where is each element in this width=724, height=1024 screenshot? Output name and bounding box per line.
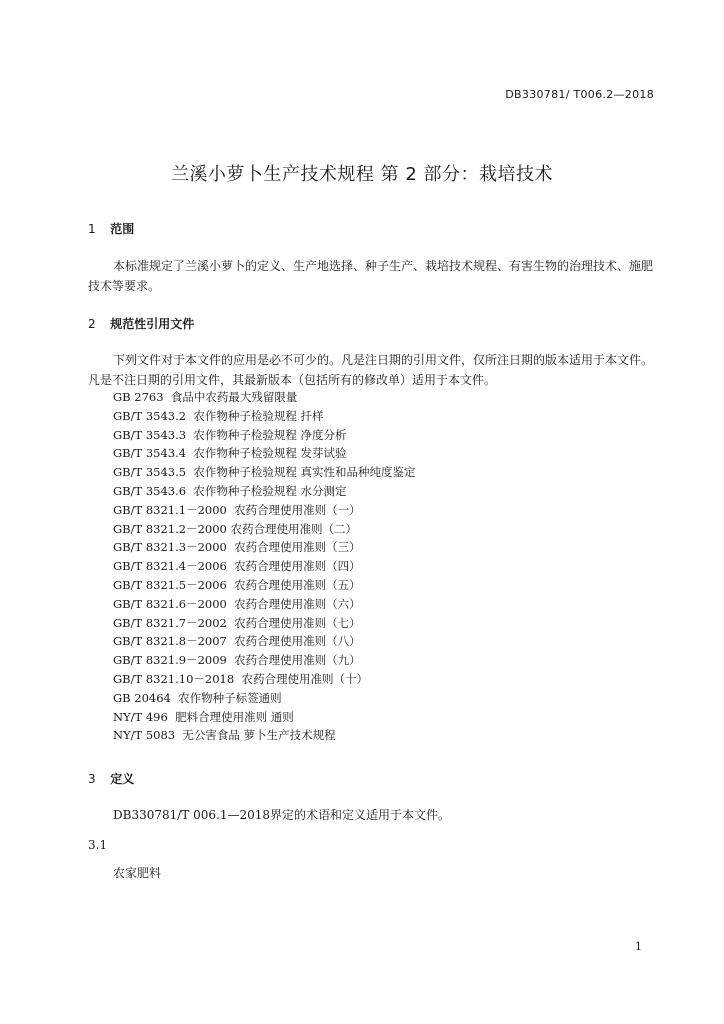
reference-item: GB/T 8321.10－2018 农药合理使用准则（十） bbox=[113, 671, 368, 686]
section-title: 规范性引用文件 bbox=[110, 317, 195, 331]
reference-item: GB/T 8321.2－2000 农药合理使用准则（二） bbox=[113, 521, 357, 536]
section-title: 定义 bbox=[110, 772, 135, 786]
document-code: DB330781/ T006.2—2018 bbox=[505, 88, 654, 101]
section-heading-references bbox=[88, 315, 194, 332]
reference-item: GB/T 8321.3－2000 农药合理使用准则（三） bbox=[113, 540, 361, 555]
section-number: 1 bbox=[88, 222, 96, 236]
reference-item: GB/T 8321.6－2000 农药合理使用准则（六） bbox=[113, 596, 361, 611]
section-heading-definitions bbox=[88, 770, 134, 787]
reference-item: GB/T 8321.5－2006 农药合理使用准则（五） bbox=[113, 577, 361, 592]
section-heading-scope bbox=[88, 220, 134, 237]
reference-item: NY/T 5083 无公害食品 萝卜生产技术规程 bbox=[113, 728, 336, 743]
reference-item: GB 2763 食品中农药最大残留限量 bbox=[113, 390, 298, 404]
reference-item: GB/T 8321.9－2009 农药合理使用准则（九） bbox=[113, 653, 361, 668]
reference-item: GB 20464 农作物种子标签通则 bbox=[113, 690, 282, 705]
reference-item: GB/T 8321.8－2007 农药合理使用准则（八） bbox=[113, 634, 361, 649]
page-number: 1 bbox=[635, 940, 642, 953]
references-intro: 下列文件对于本文件的应用是必不可少的。凡是注日期的引用文件，仅所注日期的版本适用于本文件。凡是不注日期的引用文件，其最新版本（包括所有的修改单）适用于本文件。 bbox=[88, 353, 654, 387]
reference-item: GB/T 8321.7－2002 农药合理使用准则（七） bbox=[113, 615, 361, 630]
reference-item: GB/T 8321.1－2000 农药合理使用准则（一） bbox=[113, 502, 361, 517]
reference-item: GB/T 3543.5 农作物种子检验规程 真实性和品种纯度鉴定 bbox=[113, 465, 416, 480]
subsection-number: 3.1 bbox=[88, 838, 108, 852]
subsection-term: 农家肥料 bbox=[113, 866, 162, 880]
section-title: 范围 bbox=[110, 222, 135, 236]
scope-paragraph: 本标准规定了兰溪小萝卜的定义、生产地选择、种子生产、栽培技术规程、有害生物的治理技术、施肥技术等要求。 bbox=[88, 259, 654, 293]
reference-item: GB/T 3543.3 农作物种子检验规程 净度分析 bbox=[113, 427, 347, 442]
reference-item: GB/T 3543.6 农作物种子检验规程 水分测定 bbox=[113, 483, 347, 498]
section-number: 3 bbox=[88, 772, 96, 786]
definitions-paragraph: DB330781/T 006.1—2018界定的术语和定义适用于本文件。 bbox=[113, 808, 451, 822]
reference-list bbox=[113, 388, 416, 745]
reference-item: GB/T 8321.4－2006 农药合理使用准则（四） bbox=[113, 559, 361, 574]
page-title: 兰溪小萝卜生产技术规程 第 2 部分：栽培技术 bbox=[170, 164, 554, 185]
reference-item: GB/T 3543.4 农作物种子检验规程 发芽试验 bbox=[113, 446, 347, 461]
reference-item: NY/T 496 肥料合理使用准则 通则 bbox=[113, 709, 294, 724]
section-number: 2 bbox=[88, 317, 96, 331]
reference-item: GB/T 3543.2 农作物种子检验规程 扦样 bbox=[113, 408, 324, 423]
